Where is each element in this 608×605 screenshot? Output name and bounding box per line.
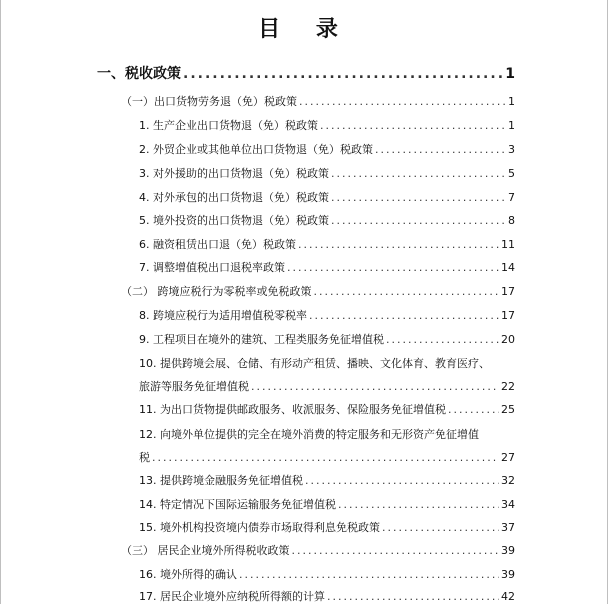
toc-page-number: 14 — [501, 261, 515, 274]
toc-entry[interactable] — [139, 118, 515, 134]
toc-entry-title: 旅游等服务免征增值税 — [139, 380, 249, 393]
toc-entry-title: （二） 跨境应税行为零税率或免税政策 — [121, 285, 312, 298]
toc-page-number: 32 — [501, 474, 515, 487]
toc-entry[interactable] — [139, 332, 515, 348]
toc-page-number: 7 — [508, 191, 515, 204]
toc-entry[interactable] — [139, 213, 515, 229]
toc-leader — [239, 567, 499, 583]
toc-page-number: 11 — [501, 238, 515, 251]
toc-entry[interactable] — [139, 589, 515, 605]
toc-page-number: 1 — [508, 95, 515, 108]
toc-leader — [327, 589, 499, 605]
toc-page-number: 17 — [501, 309, 515, 322]
toc-entry[interactable] — [139, 166, 515, 182]
toc-entry-title: 2. 外贸企业或其他单位出口货物退（免）税政策 — [139, 143, 373, 156]
toc-leader — [287, 260, 499, 276]
toc-leader — [331, 190, 506, 206]
toc-leader — [338, 497, 499, 513]
toc-entry[interactable] — [139, 142, 515, 158]
toc-leader — [292, 543, 500, 559]
toc-entry[interactable] — [139, 237, 515, 253]
toc-leader — [314, 284, 500, 300]
toc-page-number: 25 — [501, 403, 515, 416]
toc-entry[interactable] — [121, 284, 515, 300]
toc-entry-title: 5. 境外投资的出口货物退（免）税政策 — [139, 214, 329, 227]
toc-page-number: 1 — [505, 66, 515, 82]
toc-entry-title: 13. 提供跨境金融服务免征增值税 — [139, 474, 303, 487]
toc-leader — [299, 94, 506, 110]
toc-page-number: 39 — [501, 568, 515, 581]
toc-entry-title: 12. 向境外单位提供的完全在境外消费的特定服务和无形资产免征增值 — [139, 428, 479, 441]
toc-entry[interactable] — [139, 356, 515, 372]
toc-page-number: 17 — [501, 285, 515, 298]
toc-entry-title: 税 — [139, 451, 150, 464]
toc-page-number: 3 — [508, 143, 515, 156]
toc-leader — [309, 308, 499, 324]
toc-leader — [251, 379, 499, 395]
toc-leader — [152, 450, 499, 466]
toc-entry-title: （一）出口货物劳务退（免）税政策 — [121, 95, 297, 108]
toc-page-number: 5 — [508, 167, 515, 180]
toc-entry[interactable] — [139, 308, 515, 324]
toc-entry-title: 6. 融资租赁出口退（免）税政策 — [139, 238, 296, 251]
toc-page-number: 37 — [501, 521, 515, 534]
toc-page-number: 39 — [501, 544, 515, 557]
toc-entry-continuation[interactable] — [139, 379, 515, 395]
toc-entry-title: 4. 对外承包的出口货物退（免）税政策 — [139, 191, 329, 204]
toc-entry[interactable] — [139, 402, 515, 418]
toc-entry-title: 8. 跨境应税行为适用增值税零税率 — [139, 309, 307, 322]
toc-entry-title: 14. 特定情况下国际运输服务免征增值税 — [139, 498, 336, 511]
toc-entry-title: 15. 境外机构投资境内债券市场取得利息免税政策 — [139, 521, 380, 534]
toc-page-number: 27 — [501, 451, 515, 464]
toc-leader — [331, 213, 506, 229]
toc-leader — [320, 118, 506, 134]
toc-entry[interactable] — [139, 260, 515, 276]
toc-entry[interactable] — [121, 543, 515, 559]
toc-entry[interactable] — [139, 427, 515, 443]
toc-entry-title: 11. 为出口货物提供邮政服务、收派服务、保险服务免征增值税 — [139, 403, 446, 416]
toc-entry-title: 7. 调整增值税出口退税率政策 — [139, 261, 285, 274]
toc-leader — [183, 66, 503, 82]
toc-entry[interactable] — [97, 66, 515, 82]
toc-entry[interactable] — [139, 567, 515, 583]
toc-entry-title: 10. 提供跨境会展、仓储、有形动产租赁、播映、文化体育、教育医疗、 — [139, 357, 490, 370]
toc-leader — [448, 402, 499, 418]
toc-entry-continuation[interactable] — [139, 450, 515, 466]
toc-entry[interactable] — [139, 190, 515, 206]
toc-leader — [305, 473, 499, 489]
toc-entry-title: 9. 工程项目在境外的建筑、工程类服务免征增值税 — [139, 333, 384, 346]
toc-leader — [331, 166, 506, 182]
page-title: 目 录 — [258, 16, 352, 42]
toc-page-number: 20 — [501, 333, 515, 346]
toc-entry[interactable] — [139, 497, 515, 513]
toc-entry-title: （三） 居民企业境外所得税收政策 — [121, 544, 290, 557]
toc-leader — [375, 142, 506, 158]
toc-entry[interactable] — [139, 473, 515, 489]
toc-entry-title: 1. 生产企业出口货物退（免）税政策 — [139, 119, 318, 132]
toc-entry-title: 17. 居民企业境外应纳税所得额的计算 — [139, 590, 325, 603]
toc-page-number: 8 — [508, 214, 515, 227]
toc-entry[interactable] — [139, 520, 515, 536]
toc-entry-title: 一、税收政策 — [97, 66, 181, 82]
toc-leader — [298, 237, 499, 253]
toc-leader — [382, 520, 499, 536]
toc-page-number: 1 — [508, 119, 515, 132]
toc-entry-title: 16. 境外所得的确认 — [139, 568, 237, 581]
toc-leader — [386, 332, 499, 348]
toc-entry[interactable] — [121, 94, 515, 110]
toc-page-number: 42 — [501, 590, 515, 603]
toc-page-number: 22 — [501, 380, 515, 393]
toc-entry-title: 3. 对外援助的出口货物退（免）税政策 — [139, 167, 329, 180]
toc-page-number: 34 — [501, 498, 515, 511]
